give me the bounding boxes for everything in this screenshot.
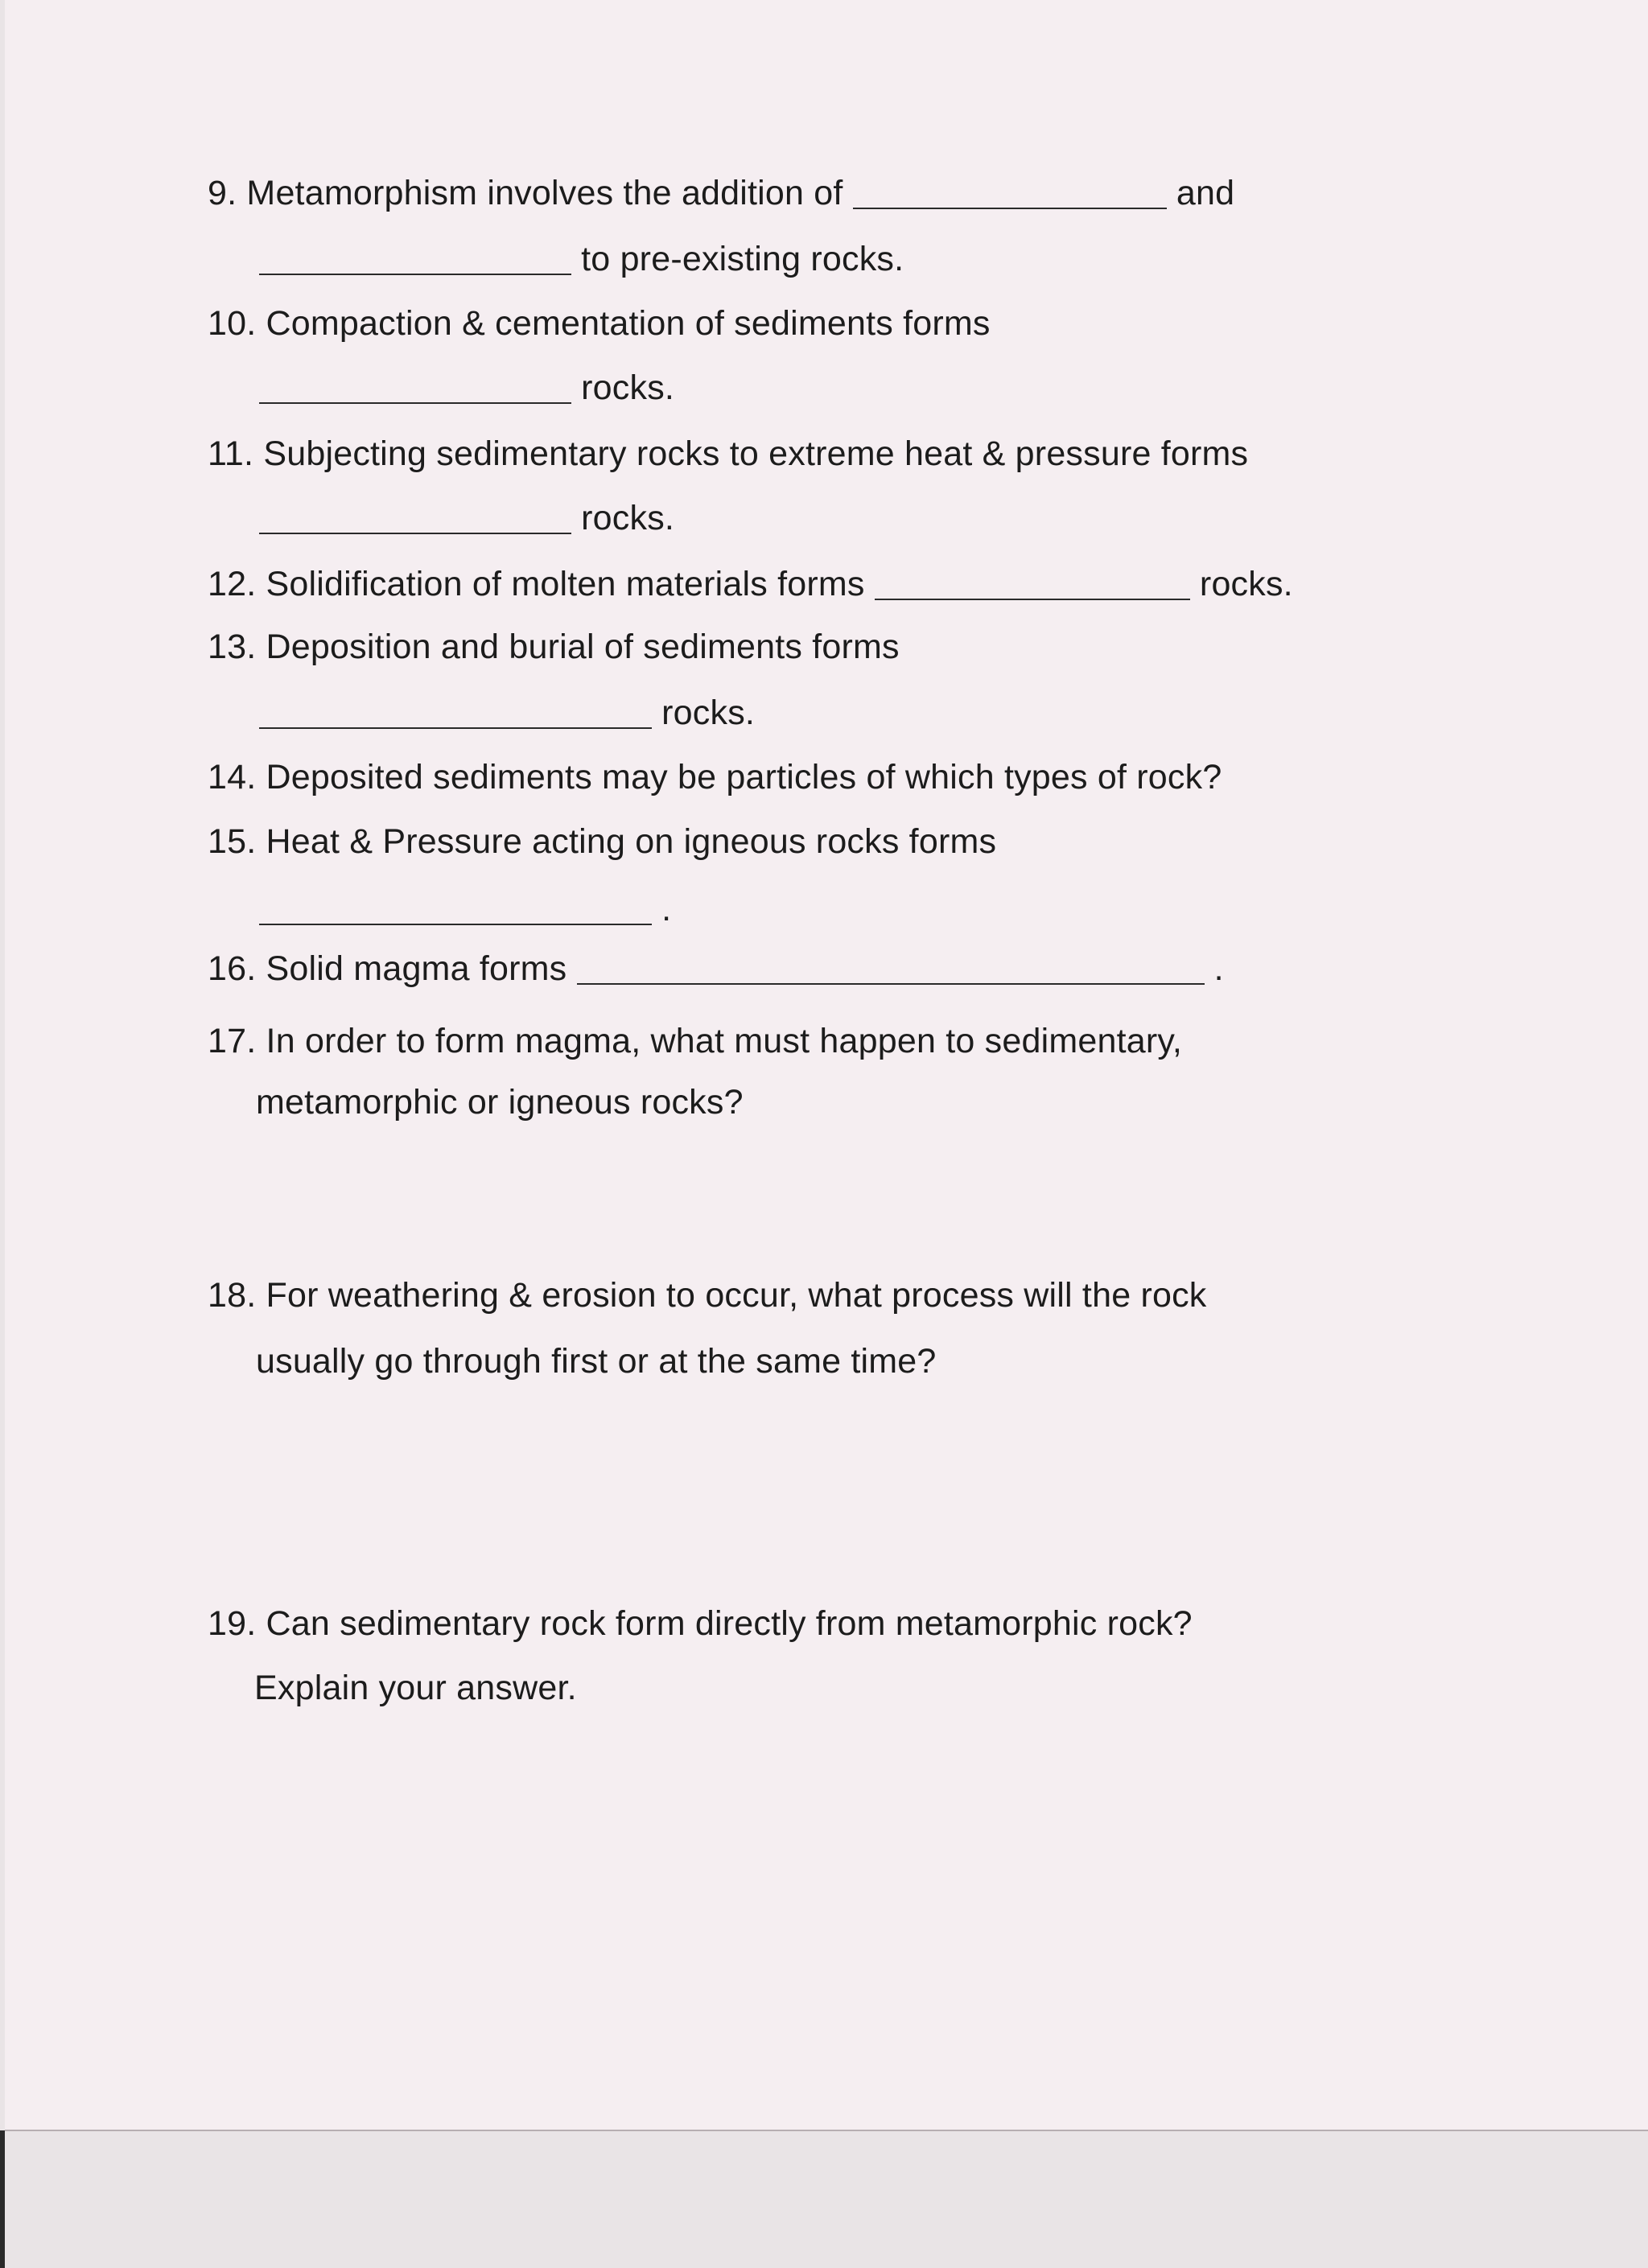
answer-space[interactable]: [206, 1722, 1413, 2060]
question-text-continued: .: [661, 890, 672, 928]
question-18: [208, 1274, 1207, 1316]
answer-blank[interactable]: [259, 895, 652, 925]
scan-border: [0, 2130, 5, 2268]
question-text: Metamorphism involves the addition of: [246, 174, 843, 212]
question-number: 14.: [208, 758, 257, 796]
question-text: Subjecting sedimentary rocks to extreme heat & pressure forms: [263, 434, 1249, 473]
question-text: Solidification of molten materials forms: [266, 565, 865, 603]
question-13: [208, 626, 900, 668]
question-16: [208, 948, 1224, 990]
question-text-continued: Explain your answer.: [254, 1669, 577, 1707]
question-number: 19.: [208, 1604, 257, 1643]
question-13-continuation: [259, 692, 755, 734]
question-text-continued: rocks.: [581, 499, 675, 537]
question-number: 18.: [208, 1276, 257, 1315]
question-text: Can sedimentary rock form directly from metamorphic rock?: [266, 1604, 1193, 1643]
question-12: [208, 563, 1293, 605]
question-text-continued: to pre-existing rocks.: [581, 240, 904, 278]
question-17: [208, 1020, 1182, 1062]
question-text-continued: .: [1213, 949, 1224, 988]
question-number: 12.: [208, 565, 257, 603]
answer-blank[interactable]: [259, 504, 571, 534]
answer-blank[interactable]: [259, 698, 652, 729]
answer-space[interactable]: [206, 1397, 1413, 1590]
question-10: [208, 303, 991, 344]
question-text: Compaction & cementation of sediments forms: [266, 304, 991, 343]
answer-blank[interactable]: [259, 245, 571, 275]
question-text-continued: rocks.: [581, 368, 675, 407]
question-9-continuation: [259, 238, 904, 280]
question-text: For weathering & erosion to occur, what process will the rock: [266, 1276, 1207, 1315]
question-text: Heat & Pressure acting on igneous rocks forms: [266, 822, 997, 861]
question-15-continuation: [259, 888, 671, 930]
question-number: 16.: [208, 949, 257, 988]
question-18-continuation: [256, 1340, 937, 1382]
question-number: 17.: [208, 1022, 257, 1060]
question-15: [208, 821, 996, 862]
question-11: [208, 433, 1248, 475]
answer-space[interactable]: [206, 1134, 1413, 1263]
question-number: 10.: [208, 304, 257, 343]
question-text-continued: and: [1176, 174, 1235, 212]
question-9: [208, 172, 1234, 214]
question-number: 15.: [208, 822, 257, 861]
question-17-continuation: [256, 1081, 744, 1123]
worksheet-page: [5, 0, 1648, 2130]
question-11-continuation: [259, 497, 674, 539]
question-10-continuation: [259, 367, 674, 409]
question-text-continued: metamorphic or igneous rocks?: [256, 1083, 744, 1122]
question-text-continued: rocks.: [1199, 565, 1293, 603]
question-text-continued: rocks.: [661, 694, 756, 732]
answer-blank[interactable]: [259, 373, 571, 404]
question-number: 11.: [208, 434, 254, 473]
question-19-continuation: [254, 1667, 577, 1709]
question-14: [208, 756, 1222, 798]
question-number: 13.: [208, 628, 257, 666]
page-edge: [5, 2130, 1648, 2131]
question-text: Deposited sediments may be particles of which types of rock?: [266, 758, 1222, 796]
question-text: In order to form magma, what must happen to sedimentary,: [266, 1022, 1183, 1060]
question-19: [208, 1603, 1193, 1644]
question-number: 9.: [208, 174, 237, 212]
answer-blank[interactable]: [875, 570, 1190, 600]
question-text-continued: usually go through first or at the same time?: [256, 1342, 937, 1381]
answer-blank[interactable]: [577, 954, 1205, 985]
question-text: Deposition and burial of sediments forms: [266, 628, 900, 666]
answer-blank[interactable]: [853, 179, 1167, 209]
question-text: Solid magma forms: [266, 949, 567, 988]
